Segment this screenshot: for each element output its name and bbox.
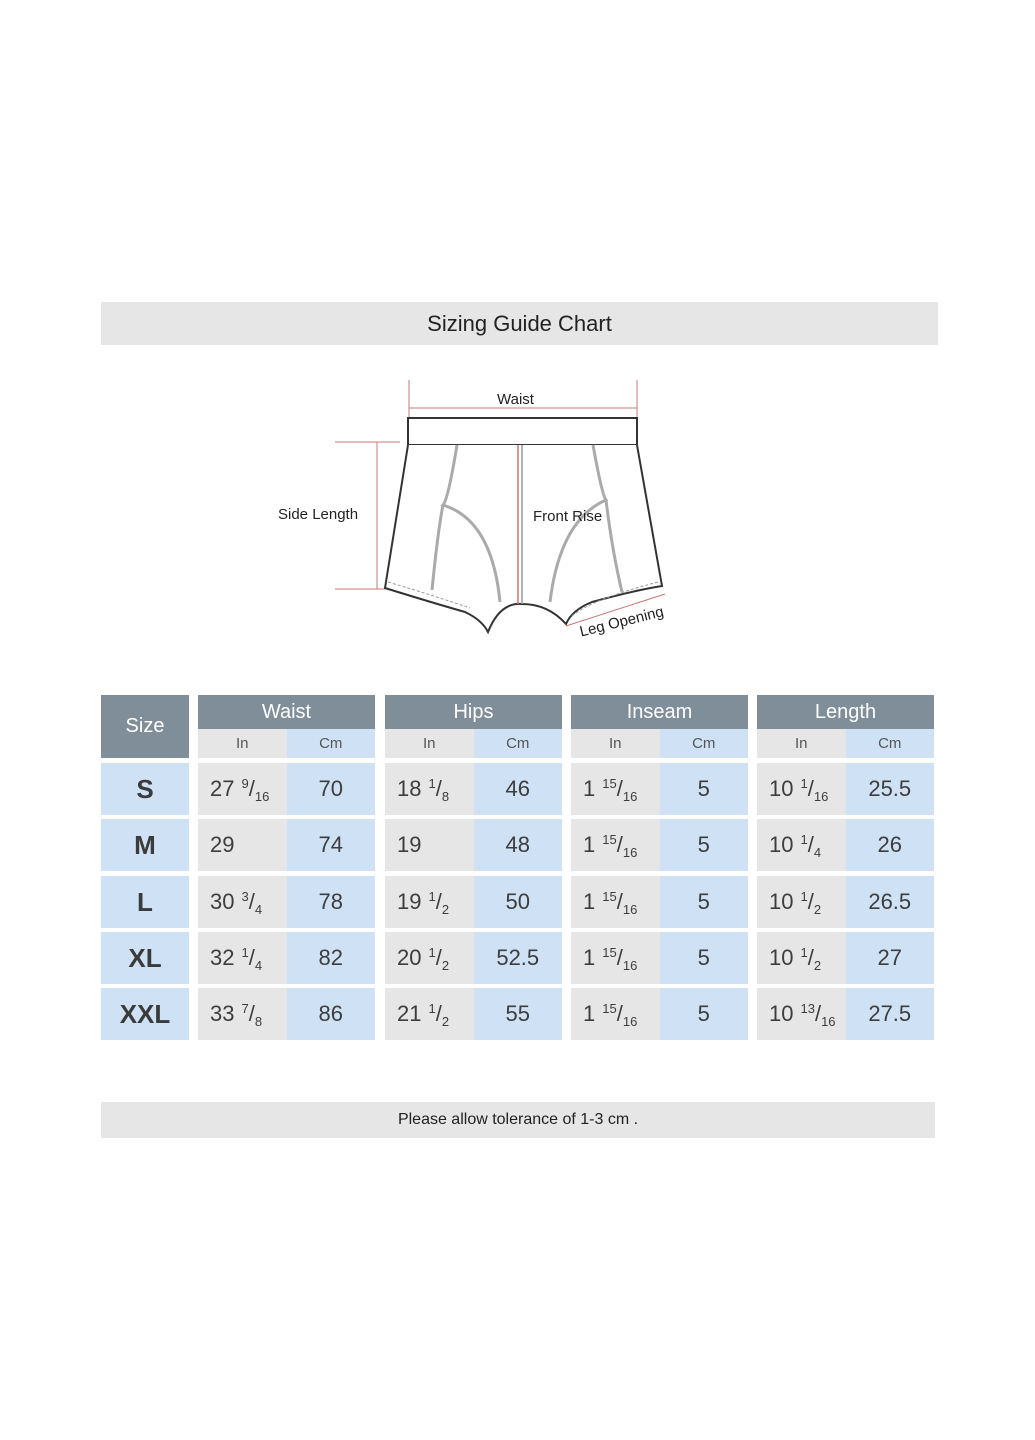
unit-in-label: In: [198, 729, 287, 758]
cm-value-cell: 74: [287, 819, 376, 871]
cm-value-cell: 26: [846, 819, 935, 871]
inch-fraction: [602, 1001, 637, 1027]
fraction-slash: /: [807, 832, 814, 857]
inch-whole: 30: [210, 889, 235, 914]
cm-value-cell: 52.5: [474, 932, 563, 984]
fraction-slash: /: [435, 945, 442, 970]
waist-label: Waist: [497, 391, 534, 408]
inch-value-cell: [385, 876, 474, 928]
unit-header-row: [757, 729, 934, 758]
inch-value-cell: [571, 819, 660, 871]
inch-whole: 1: [583, 1001, 596, 1026]
inch-value-cell: [757, 932, 846, 984]
fraction-slash: /: [248, 1001, 255, 1026]
inch-whole: 10: [769, 776, 794, 801]
inch-whole: 33: [210, 1001, 235, 1026]
unit-cm-label: Cm: [660, 729, 749, 758]
inch-whole: 18: [397, 776, 422, 801]
fraction-numerator: 1: [241, 945, 249, 960]
fraction-slash: /: [616, 889, 623, 914]
fraction-slash: /: [807, 776, 814, 801]
fraction-numerator: 15: [602, 889, 617, 904]
cm-value-cell: 78: [287, 876, 376, 928]
cm-value-cell: 5: [660, 988, 749, 1040]
fraction-denominator: 16: [622, 845, 638, 860]
fraction-numerator: 1: [428, 945, 436, 960]
cm-value-cell: 86: [287, 988, 376, 1040]
fraction-denominator: 16: [622, 958, 638, 973]
fraction-denominator: 16: [254, 789, 270, 804]
inch-fraction: [602, 776, 637, 802]
size-cell: S: [101, 763, 189, 815]
inch-value-cell: [571, 763, 660, 815]
group-header: Inseam: [571, 695, 748, 729]
fraction-numerator: 15: [602, 1001, 617, 1016]
fraction-denominator: 2: [441, 958, 450, 973]
column-group-inseam: [571, 695, 748, 758]
side-length-label: Side Length: [278, 506, 359, 523]
boxer-brief-diagram: [260, 370, 700, 660]
inch-value-cell: [757, 876, 846, 928]
front-rise-label: Front Rise: [533, 508, 603, 525]
fraction-slash: /: [616, 1001, 623, 1026]
cm-value-cell: 70: [287, 763, 376, 815]
fraction-denominator: 8: [254, 1014, 263, 1029]
fraction-slash: /: [248, 945, 255, 970]
fraction-slash: /: [435, 889, 442, 914]
column-group-hips: [385, 695, 562, 758]
unit-header-row: [198, 729, 375, 758]
inch-whole: 29: [210, 832, 235, 857]
size-cell: L: [101, 876, 189, 928]
cm-value-cell: 5: [660, 763, 749, 815]
fraction-numerator: 1: [800, 776, 808, 791]
inch-whole: 19: [397, 832, 422, 857]
size-header-label: Size: [125, 715, 165, 737]
chart-title: Sizing Guide Chart: [427, 310, 612, 336]
cm-value-cell: 27.5: [846, 988, 935, 1040]
fraction-numerator: 7: [241, 1001, 249, 1016]
fraction-numerator: 15: [602, 945, 617, 960]
inch-value-cell: [385, 932, 474, 984]
size-column-header: [101, 695, 189, 758]
unit-in-label: In: [571, 729, 660, 758]
inch-fraction: [800, 776, 828, 802]
inch-value-cell: [385, 763, 474, 815]
fraction-denominator: 4: [254, 958, 263, 973]
fraction-numerator: 13: [800, 1001, 815, 1016]
cm-value-cell: 5: [660, 876, 749, 928]
cm-value-cell: 5: [660, 932, 749, 984]
inch-whole: 32: [210, 945, 235, 970]
fraction-denominator: 16: [821, 1014, 836, 1029]
inch-whole: 1: [583, 889, 596, 914]
inch-whole: 21: [397, 1001, 422, 1026]
inch-fraction: [800, 889, 821, 915]
inch-fraction: [800, 832, 821, 858]
fraction-slash: /: [616, 832, 623, 857]
fraction-denominator: 2: [441, 902, 450, 917]
fraction-slash: /: [435, 776, 442, 801]
inch-whole: 20: [397, 945, 422, 970]
inch-fraction: [428, 945, 449, 971]
fraction-numerator: 1: [428, 889, 436, 904]
fraction-slash: /: [616, 945, 623, 970]
tolerance-note-bar: [101, 1102, 935, 1138]
inch-value-cell: [757, 763, 846, 815]
group-header: Hips: [385, 695, 562, 729]
tolerance-note: Please allow tolerance of 1-3 cm .: [397, 1111, 639, 1128]
size-cell: M: [101, 819, 189, 871]
inch-whole: 10: [769, 945, 794, 970]
fraction-slash: /: [807, 889, 814, 914]
unit-in-label: In: [757, 729, 846, 758]
unit-cm-label: Cm: [846, 729, 935, 758]
inch-whole: 1: [583, 832, 596, 857]
fraction-numerator: 9: [241, 776, 249, 791]
leg-opening-label: Leg Opening: [578, 603, 666, 641]
inch-fraction: [800, 1001, 835, 1027]
size-cell: XL: [101, 932, 189, 984]
fraction-numerator: 3: [241, 889, 249, 904]
column-group-waist: [198, 695, 375, 758]
inch-value-cell: [757, 988, 846, 1040]
fraction-denominator: 2: [813, 958, 822, 973]
fraction-denominator: 16: [813, 789, 829, 804]
inch-fraction: [800, 945, 821, 971]
fraction-numerator: 1: [800, 889, 808, 904]
fraction-slash: /: [248, 889, 255, 914]
inch-fraction: [602, 889, 637, 915]
chart-title-bar: [101, 302, 938, 345]
inch-fraction: [602, 945, 637, 971]
size-cell: XXL: [101, 988, 189, 1040]
fraction-denominator: 16: [622, 789, 638, 804]
group-header: Length: [757, 695, 934, 729]
fraction-denominator: 8: [441, 789, 450, 804]
cm-value-cell: 25.5: [846, 763, 935, 815]
inch-fraction: [241, 776, 269, 802]
fraction-numerator: 15: [602, 832, 617, 847]
inch-value-cell: [198, 819, 287, 871]
fraction-denominator: 4: [813, 845, 822, 860]
inch-whole: 1: [583, 945, 596, 970]
inch-value-cell: [571, 988, 660, 1040]
inch-fraction: [241, 1001, 262, 1027]
column-group-length: [757, 695, 934, 758]
cm-value-cell: 26.5: [846, 876, 935, 928]
fraction-slash: /: [814, 1001, 822, 1026]
fraction-denominator: 4: [254, 902, 263, 917]
unit-header-row: [385, 729, 562, 758]
inch-whole: 27: [210, 776, 235, 801]
fraction-slash: /: [807, 945, 814, 970]
inch-fraction: [241, 945, 262, 971]
inch-value-cell: [198, 876, 287, 928]
fraction-slash: /: [435, 1001, 442, 1026]
inch-value-cell: [571, 932, 660, 984]
inch-fraction: [602, 832, 637, 858]
cm-value-cell: 48: [474, 819, 563, 871]
inch-value-cell: [385, 819, 474, 871]
fraction-numerator: 15: [602, 776, 617, 791]
unit-header-row: [571, 729, 748, 758]
fraction-denominator: 16: [622, 1014, 638, 1029]
inch-value-cell: [198, 763, 287, 815]
fraction-denominator: 16: [622, 902, 638, 917]
unit-cm-label: Cm: [287, 729, 376, 758]
inch-whole: 19: [397, 889, 422, 914]
cm-value-cell: 50: [474, 876, 563, 928]
fraction-numerator: 1: [428, 776, 436, 791]
group-header: Waist: [198, 695, 375, 729]
inch-value-cell: [757, 819, 846, 871]
inch-value-cell: [571, 876, 660, 928]
inch-whole: 10: [769, 1001, 794, 1026]
cm-value-cell: 27: [846, 932, 935, 984]
inch-fraction: [428, 889, 449, 915]
fraction-numerator: 1: [800, 945, 808, 960]
inch-whole: 10: [769, 889, 794, 914]
unit-cm-label: Cm: [474, 729, 563, 758]
unit-in-label: In: [385, 729, 474, 758]
cm-value-cell: 5: [660, 819, 749, 871]
fraction-denominator: 2: [813, 902, 822, 917]
fraction-numerator: 1: [428, 1001, 436, 1016]
inch-fraction: [428, 1001, 449, 1027]
fraction-slash: /: [616, 776, 623, 801]
fraction-numerator: 1: [800, 832, 808, 847]
inch-value-cell: [198, 988, 287, 1040]
inch-value-cell: [385, 988, 474, 1040]
inch-value-cell: [198, 932, 287, 984]
inch-fraction: [241, 889, 262, 915]
fraction-slash: /: [248, 776, 255, 801]
cm-value-cell: 46: [474, 763, 563, 815]
inch-whole: 1: [583, 776, 596, 801]
inch-whole: 10: [769, 832, 794, 857]
cm-value-cell: 82: [287, 932, 376, 984]
inch-fraction: [428, 776, 449, 802]
cm-value-cell: 55: [474, 988, 563, 1040]
fraction-denominator: 2: [441, 1014, 450, 1029]
